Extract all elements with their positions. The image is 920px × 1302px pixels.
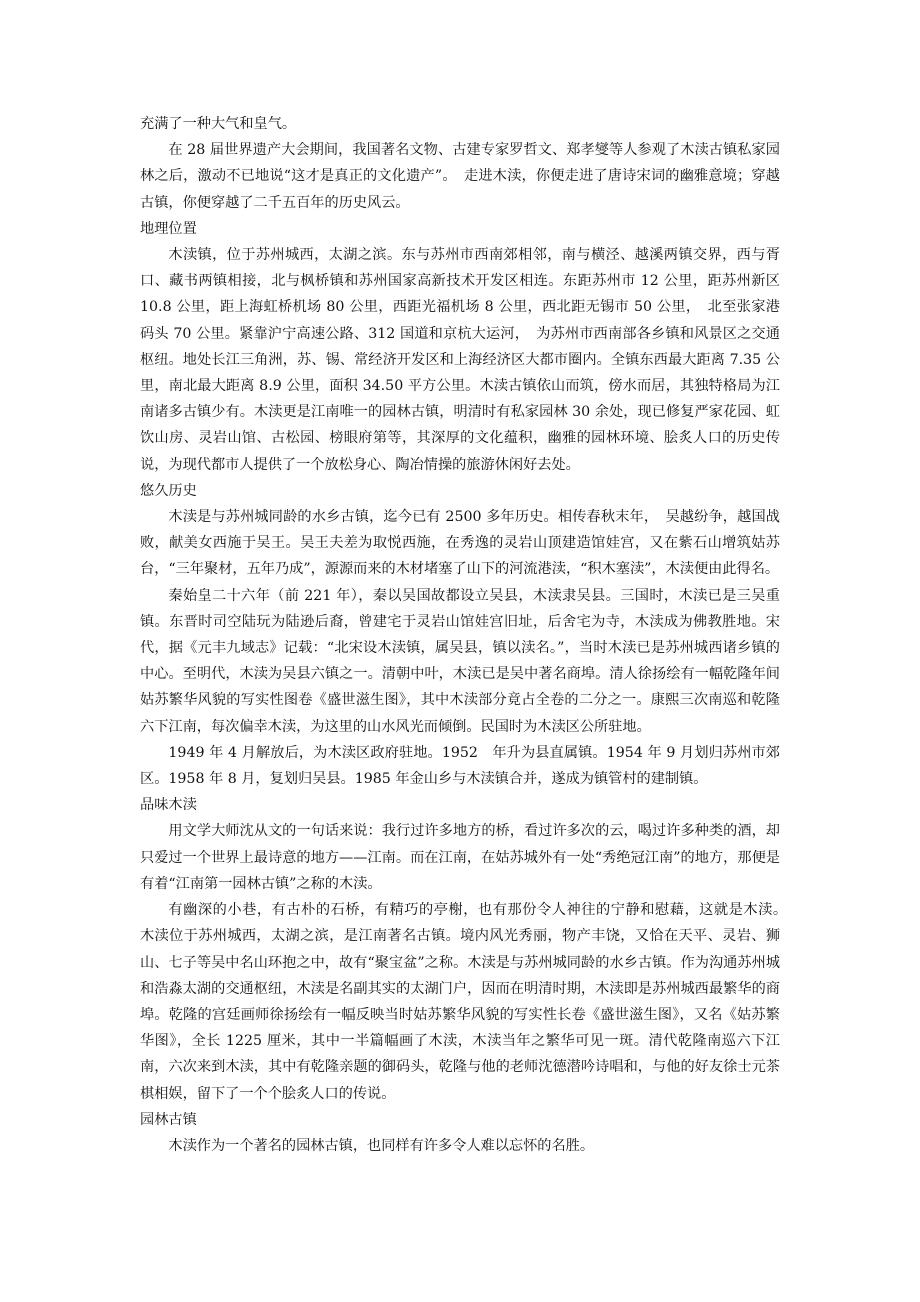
section-heading-taste: 品味木渎 bbox=[140, 797, 197, 814]
paragraph-world-heritage: 在 28 届世界遗产大会期间，我国著名文物、古建专家罗哲文、郑孝燮等人参观了木渎古镇私家园林之后，激动不已地说“这才是真正的文化遗产”。 走进木渎，你便走进了唐诗宋词的幽雅意境；穿越古镇，你便穿越了二千五百年的历史风云。 bbox=[140, 142, 780, 211]
paragraph-taste-quote: 用文学大师沈从文的一句话来说：我行过许多地方的桥，看过许多次的云，喝过许多种类的酒，却只爱过一个世界上最诗意的地方——江南。而在江南，在姑苏城外有一处“秀绝冠江南”的地方，那便是有着“江南第一园林古镇”之称的木渎。 bbox=[140, 823, 780, 892]
paragraph-history-dynasties: 秦始皇二十六年（前 221 年），秦以吴国故都设立吴县，木渎隶吴县。三国时，木渎已是三吴重镇。东晋时司空陆玩为陆逊后裔，曾建宅于灵岩山馆娃宫旧址，后舍宅为寺，木渎成为佛教胜地。宋代，据《元丰九域志》记载：“北宋设木渎镇，属吴县，镇以渎名。”，当时木渎已是苏州城西诸乡镇的中心。至明代，木渎为吴县六镇之一。清朝中叶，木渎已是吴中著名商埠。清人徐扬绘有一幅乾隆年间姑苏繁华风貌的写实性图卷《盛世滋生图》，其中木渎部分竟占全卷的二分之一。康熙三次南巡和乾隆六下江南，每次偏幸木渎，为这里的山水风光而倾倒。民国时为木渎区公所驻地。 bbox=[140, 587, 780, 735]
paragraph-history-modern: 1949 年 4 月解放后，为木渎区政府驻地。1952 年升为县直属镇。1954 年 9 月划归苏州市郊区。1958 年 8 月，复划归吴县。1985 年金山乡与木渎镇合并，遂成为镇管村的建制镇。 bbox=[140, 744, 780, 788]
paragraph-taste-description: 有幽深的小巷，有古朴的石桥，有精巧的亭榭，也有那份令人神往的宁静和慰藉，这就是木渎。 木渎位于苏州城西，太湖之滨，是江南著名古镇。境内风光秀丽，物产丰饶，又恰在天平、灵岩、狮山、七子等吴中名山环抱之中，故有“聚宝盆”之称。木渎是与苏州城同龄的水乡古镇。作为沟通苏州城和浩淼太湖的交通枢纽，木渎是名副其实的太湖门户，因而在明清时期，木渎即是苏州城西最繁华的商埠。乾隆的宫廷画师徐扬绘有一幅反映当时姑苏繁华风貌的写实性长卷《盛世滋生图》，又名《姑苏繁华图》，全长 1225 厘米，其中一半篇幅画了木渎，木渎当年之繁华可见一斑。清代乾隆南巡六下江南，六次来到木渎，其中有乾隆亲题的御码头，乾隆与他的老师沈德潜吟诗唱和，与他的好友徐士元茶棋相娱，留下了一个个脍炙人口的传说。 bbox=[140, 902, 795, 1102]
paragraph-history-origin: 木渎是与苏州城同龄的水乡古镇，迄今已有 2500 多年历史。相传春秋末年， 吴越纷争，越国战败，献美女西施于吴王。吴王夫差为取悦西施，在秀逸的灵岩山顶建造馆娃宫，又在紫石山增筑姑苏台，“三年聚材，五年乃成”，源源而来的木材堵塞了山下的河流港渎，“积木塞渎”，木渎便由此得名。 bbox=[140, 509, 780, 578]
paragraph-gardens: 木渎作为一个著名的园林古镇，也同样有许多令人难以忘怀的名胜。 bbox=[168, 1137, 595, 1154]
document-page bbox=[140, 111, 795, 1159]
section-heading-gardens: 园林古镇 bbox=[140, 1111, 197, 1128]
section-heading-history: 悠久历史 bbox=[140, 482, 197, 499]
paragraph-intro-tail: 充满了一种大气和皇气。 bbox=[140, 116, 297, 132]
paragraph-location: 木渎镇，位于苏州城西，太湖之滨。东与苏州市西南郊相邻，南与横泾、越溪两镇交界，西与胥口、藏书两镇相接，北与枫桥镇和苏州国家高新技术开发区相连。东距苏州市 12 公里，距苏州新区 10.8 公里，距上海虹桥机场 80 公里，西距光福机场 8 公里，西北距无锡市 50 公里， 北至张家港码头 70 公里。紧靠沪宁高速公路、312 国道和京杭大运河， 为苏州市西南部各乡镇和风景区之交通枢纽。地处长江三角洲，苏、锡、常经济开发区和上海经济区大都市圈内。全镇东西最大距离 7.35 公里，南北最大距离 8.9 公里，面积 34.50 平方公里。木渎古镇依山而筑，傍水而居，其独特格局为江南诸多古镇少有。木渎更是江南唯一的园林古镇，明清时有私家园林 30 余处，现已修复严家花园、虹饮山房、灵岩山馆、古松园、榜眼府第等，其深厚的文化蕴积，幽雅的园林环境、脍炙人口的历史传说，为现代都市人提供了一个放松身心、陶冶情操的旅游休闲好去处。 bbox=[140, 247, 780, 473]
section-heading-location: 地理位置 bbox=[140, 220, 197, 237]
